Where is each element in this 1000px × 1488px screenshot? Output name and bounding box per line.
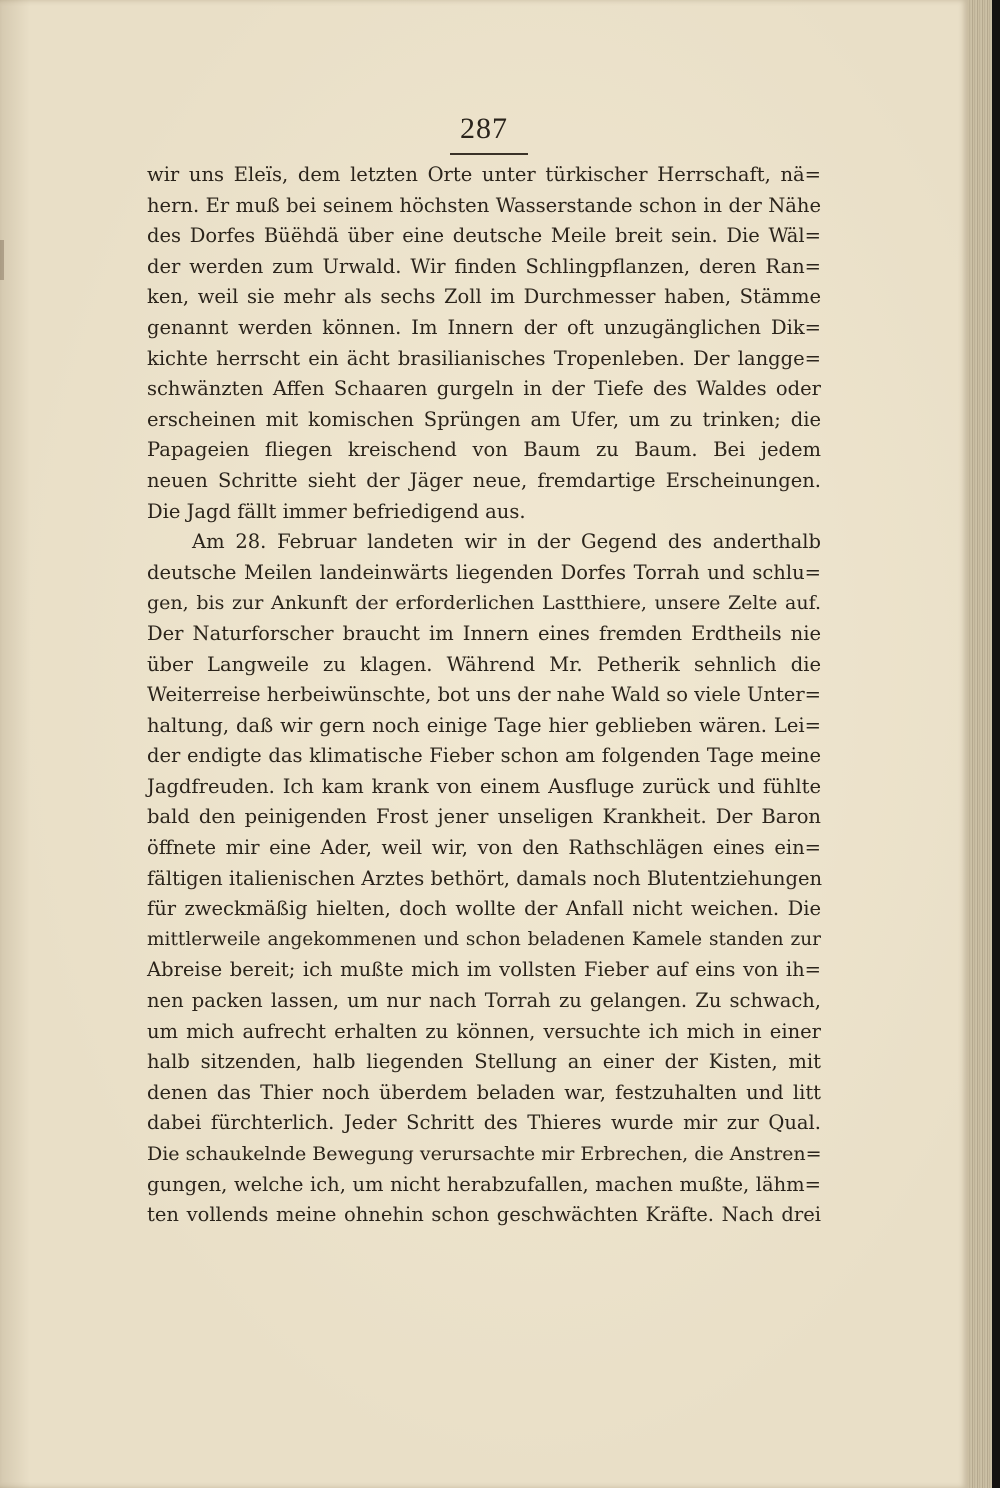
body-text bbox=[147, 160, 821, 1231]
gutter-shadow bbox=[0, 240, 4, 280]
text-line: neuen Schritte sieht der Jäger neue, fremdartige Erscheinungen. bbox=[147, 468, 821, 492]
text-line: kichte herrscht ein ächt brasilianisches Tropenleben. Der langge= bbox=[147, 346, 821, 370]
text-line: ten vollends meine ohnehin schon geschwächten Kräfte. Nach drei bbox=[147, 1203, 821, 1227]
text-line: fältigen italienischen Arztes bethört, damals noch Blutentziehungen bbox=[147, 866, 823, 890]
text-line: der werden zum Urwald. Wir finden Schlingpflanzen, deren Ran= bbox=[147, 254, 821, 278]
text-line: Jagdfreuden. Ich kam krank von einem Ausfluge zurück und fühlte bbox=[147, 774, 821, 798]
text-line: hern. Er muß bei seinem höchsten Wasserstande schon in der Nähe bbox=[147, 193, 821, 217]
text-line: bald den peinigenden Frost jener unseligen Krankheit. Der Baron bbox=[147, 805, 821, 829]
text-line: Die Jagd fällt immer befriedigend aus. bbox=[147, 499, 526, 523]
text-line: dabei fürchterlich. Jeder Schritt des Thieres wurde mir zur Qual. bbox=[147, 1111, 821, 1135]
paragraph-2 bbox=[147, 527, 821, 1231]
text-line: Am 28. Februar landeten wir in der Gegend des anderthalb bbox=[192, 530, 821, 554]
text-line: Abreise bereit; ich mußte mich im vollsten Fieber auf eins von ih= bbox=[147, 958, 821, 982]
text-line: Die schaukelnde Bewegung verursachte mir Erbrechen, die Anstren= bbox=[147, 1143, 822, 1165]
paragraph-1 bbox=[147, 160, 821, 527]
header-rule bbox=[450, 153, 528, 155]
text-line: für zweckmäßig hielten, doch wollte der Anfall nicht weichen. Die bbox=[147, 897, 821, 921]
text-line: gungen, welche ich, um nicht herabzufallen, machen mußte, lähm= bbox=[147, 1172, 821, 1196]
text-line: Papageien fliegen kreischend von Baum zu Baum. Bei jedem bbox=[147, 438, 821, 462]
text-line: öffnete mir eine Ader, weil wir, von den Rathschlägen eines ein= bbox=[147, 836, 821, 860]
background-edge bbox=[992, 0, 1000, 1488]
text-line: deutsche Meilen landeinwärts liegenden Dorfes Torrah und schlu= bbox=[147, 560, 821, 584]
text-line: gen, bis zur Ankunft der erforderlichen Lastthiere, unsere Zelte auf. bbox=[147, 592, 821, 615]
text-line: über Langweile zu klagen. Während Mr. Petherik sehnlich die bbox=[147, 652, 821, 676]
text-line: Der Naturforscher braucht im Innern eines fremden Erdtheils nie bbox=[147, 621, 821, 645]
text-line: des Dorfes Büëhdä über eine deutsche Meile breit sein. Die Wäl= bbox=[147, 224, 821, 248]
text-line: schwänzten Affen Schaaren gurgeln in der Tiefe des Waldes oder bbox=[147, 377, 821, 401]
text-line: halb sitzenden, halb liegenden Stellung an einer der Kisten, mit bbox=[147, 1050, 821, 1074]
text-line: genannt werden können. Im Innern der oft unzugänglichen Dik= bbox=[147, 315, 821, 339]
text-line: erscheinen mit komischen Sprüngen am Ufer, um zu trinken; die bbox=[147, 407, 821, 431]
text-line: der endigte das klimatische Fieber schon am folgenden Tage meine bbox=[147, 744, 821, 768]
page-number: 287 bbox=[460, 112, 508, 145]
text-line: nen packen lassen, um nur nach Torrah zu gelangen. Zu schwach, bbox=[147, 989, 821, 1013]
text-line: Weiterreise herbeiwünschte, bot uns der nahe Wald so viele Unter= bbox=[147, 683, 821, 707]
text-line: haltung, daß wir gern noch einige Tage hier geblieben wären. Lei= bbox=[147, 713, 821, 737]
text-line: denen das Thier noch überdem beladen war, festzuhalten und litt bbox=[147, 1080, 821, 1104]
text-line: wir uns Eleïs, dem letzten Orte unter türkischer Herrschaft, nä= bbox=[147, 163, 821, 186]
text-line: um mich aufrecht erhalten zu können, versuchte ich mich in einer bbox=[147, 1019, 821, 1043]
text-line: mittlerweile angekommenen und schon beladenen Kamele standen zur bbox=[147, 928, 821, 950]
text-line: ken, weil sie mehr als sechs Zoll im Durchmesser haben, Stämme bbox=[147, 285, 821, 309]
